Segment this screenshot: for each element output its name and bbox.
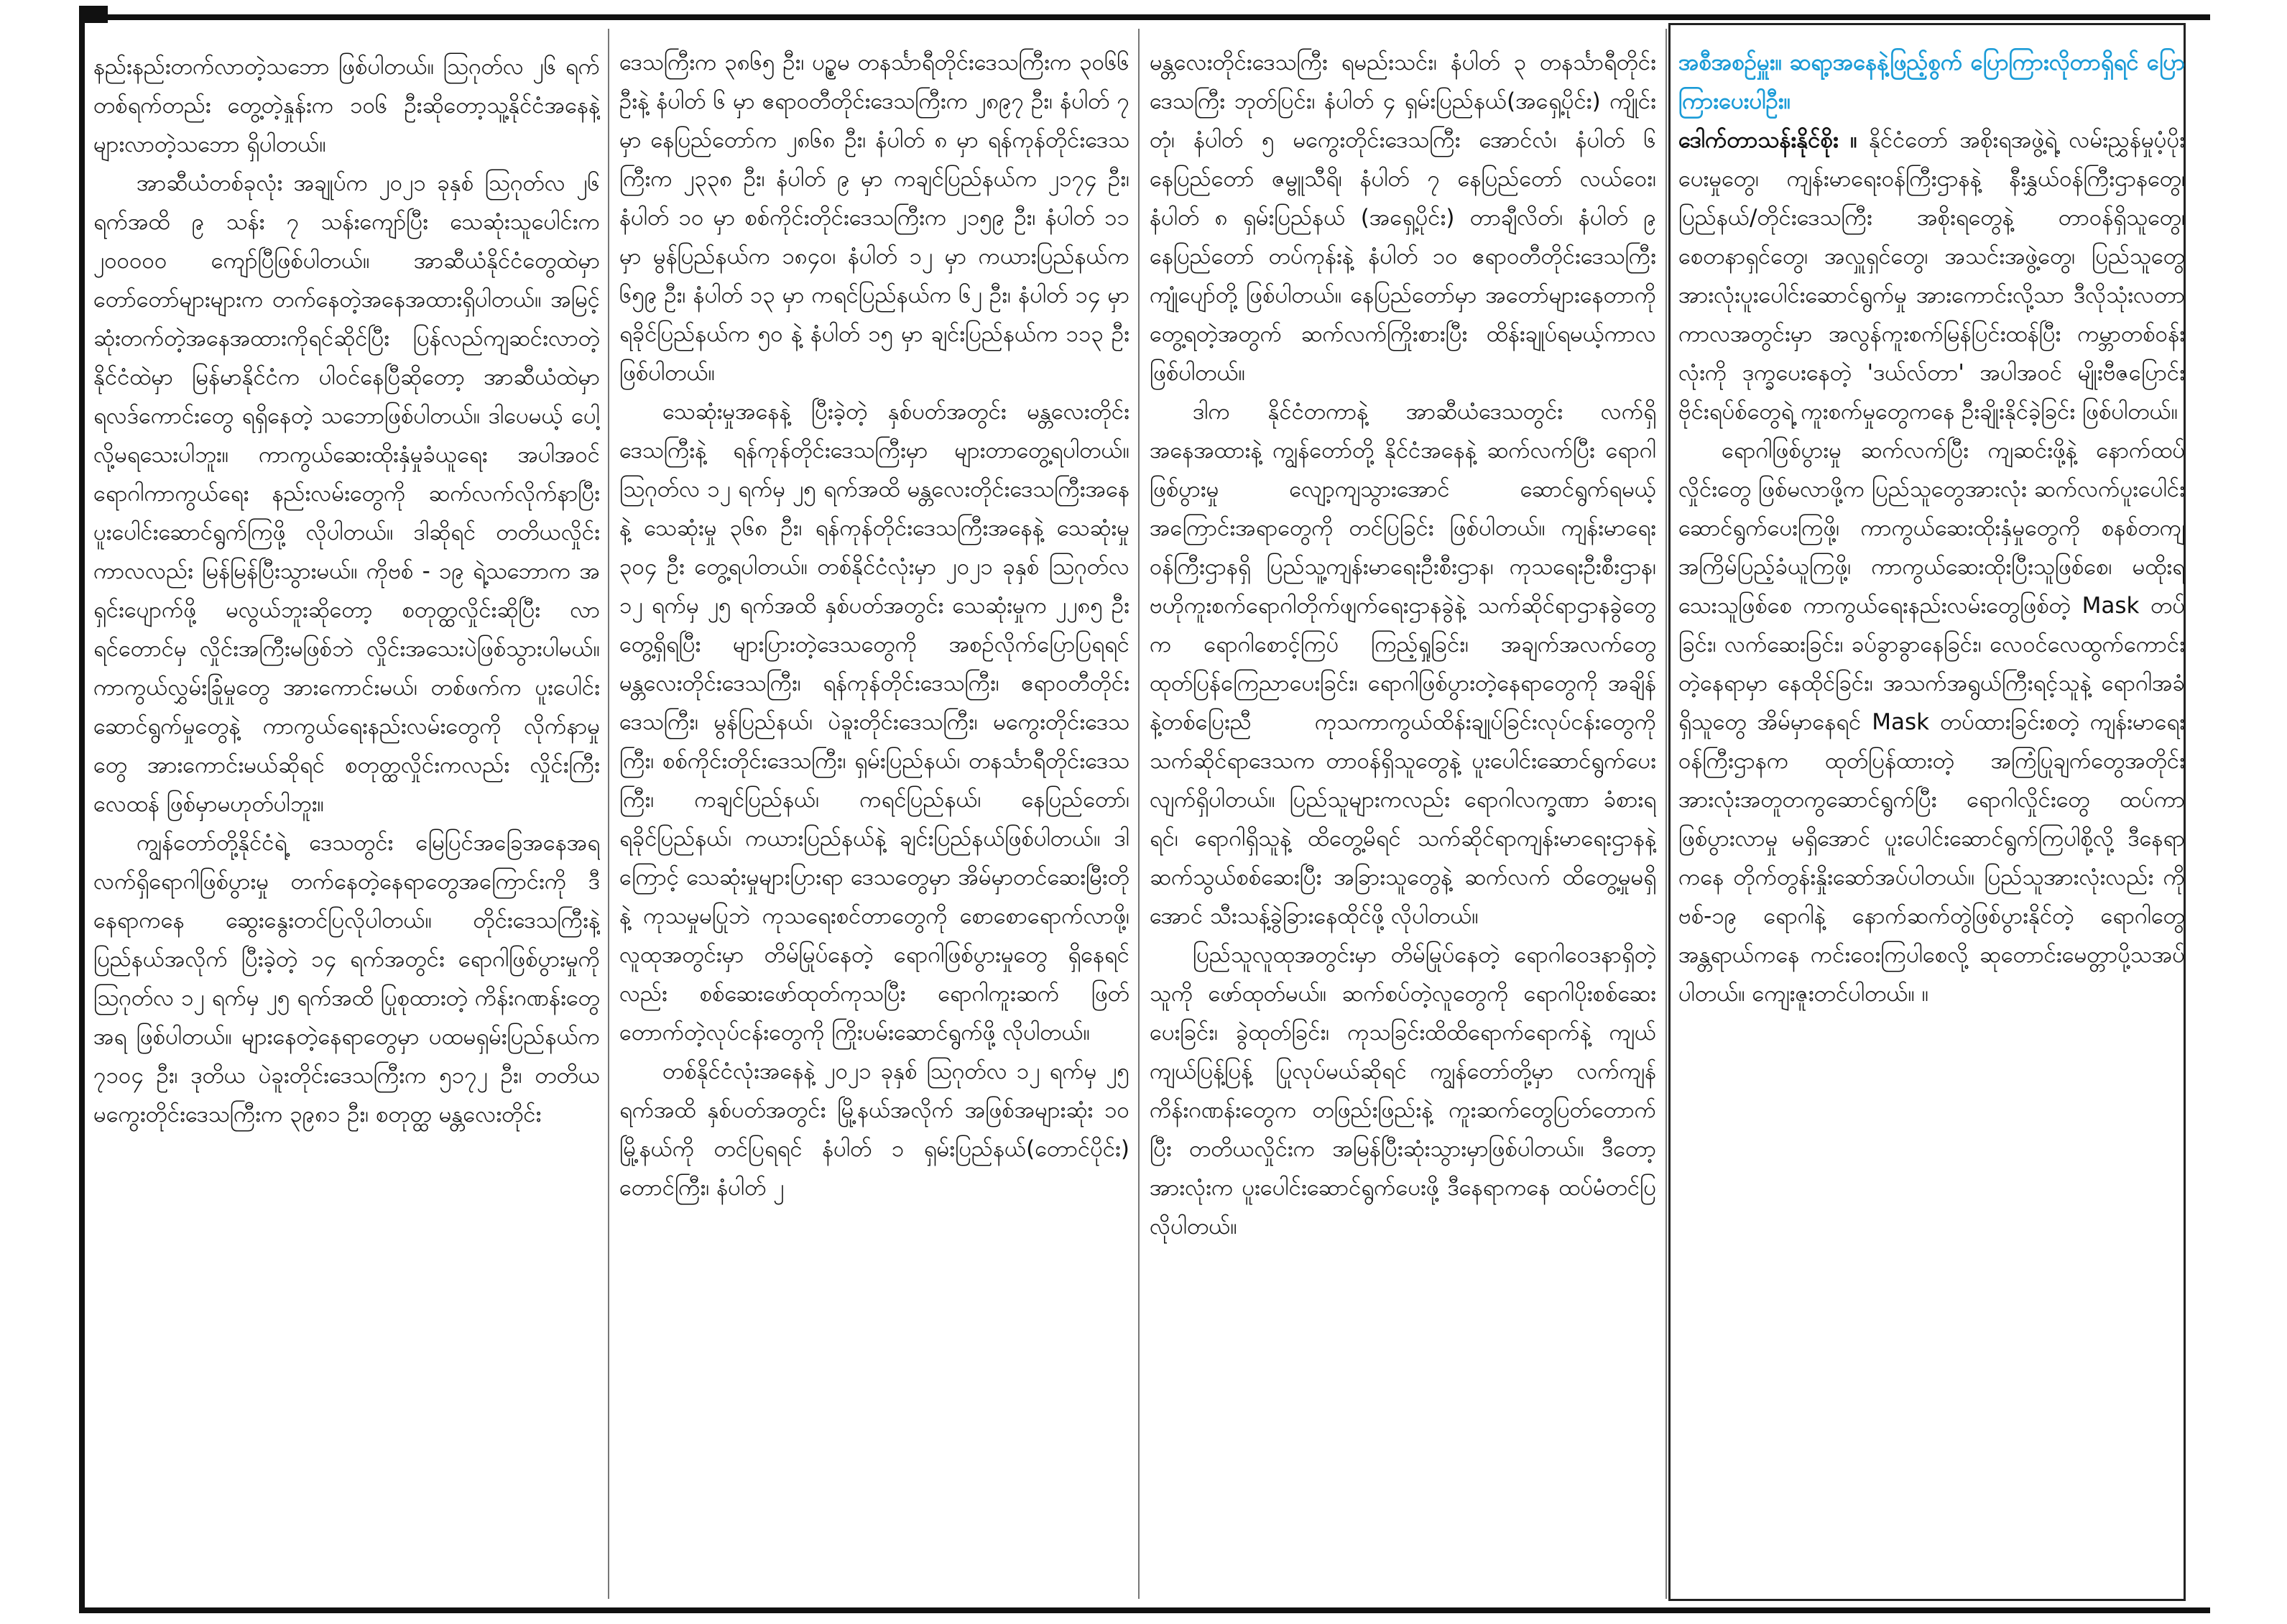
column-2-paragraph-1: ဒေသကြီးက ၃၈၆၅ ဦး၊ ပဉ္စမ တနင်္သာရီတိုင်းဒေသကြီးက ၃၀၆၆ ဦးနဲ့ နံပါတ် ၆ မှာ ဧရာဝတီတိုင်းဒေသကြီးက ၂၈၉၇ ဦး၊ နံပါတ် ၇ မှာ နေပြည်တော်က ၂၈၆၈ ဦး၊ နံပါတ် ၈ မှာ ရန်ကုန်တိုင်းဒေသကြီးက ၂၃၃၈ ဦး၊ နံပါတ် ၉ မှာ ကချင်ပြည်နယ်က ၂၁၇၄ ဦး၊ နံပါတ် ၁၀ မှာ စစ်ကိုင်းတိုင်းဒေသကြီးက ၂၁၅၉ ဦး၊ နံပါတ် ၁၁ မှာ မွန်ပြည်နယ်က ၁၈၄၀၊ နံပါတ် ၁၂ မှာ ကယားပြည်နယ်က ၆၅၉ ဦး၊ နံပါတ် ၁၃ မှာ ကရင်ပြည်နယ်က ၆၂ ဦး၊ နံပါတ် ၁၄ မှာ ရခိုင်ပြည်နယ်က ၅၀ နဲ့ နံပါတ် ၁၅ မှာ ချင်းပြည်နယ်က ၁၁၃ ဦး ဖြစ်ပါတယ်။: [619, 50, 1129, 386]
column-1: [93, 43, 600, 1595]
column-divider-2: [1138, 29, 1140, 1599]
answer-paragraph-2: [1678, 431, 2185, 1013]
column-3-paragraph-1: မန္တလေးတိုင်းဒေသကြီး ရမည်းသင်း၊ နံပါတ် ၃ တနင်္သာရီတိုင်းဒေသကြီး ဘုတ်ပြင်း၊ နံပါတ် ၄ ရှမ်းပြည်နယ်(အရှေ့ပိုင်း) ကျိုင်းတုံ၊ နံပါတ် ၅ မကွေးတိုင်းဒေသကြီး အောင်လံ၊ နံပါတ် ၆ နေပြည်တော် ဇမ္ဗူသီရိ၊ နံပါတ် ၇ နေပြည်တော် လယ်ဝေး၊ နံပါတ် ၈ ရှမ်းပြည်နယ် (အရှေ့ပိုင်း) တာချီလိတ်၊ နံပါတ် ၉ နေပြည်တော် တပ်ကုန်းနဲ့ နံပါတ် ၁၀ ဧရာဝတီတိုင်းဒေသကြီး ကျုံပျော်တို့ ဖြစ်ပါတယ်။ နေပြည်တော်မှာ အတော်များနေတာကို တွေ့ရတဲ့အတွက် ဆက်လက်ကြိုးစားပြီး ထိန်းချုပ်ရမယ့်ကာလ ဖြစ်ပါတယ်။: [1150, 50, 1656, 386]
column-divider-3: [1665, 29, 1667, 1599]
interviewer-question: [1678, 43, 2185, 121]
end-mark: ။: [1921, 981, 1929, 1007]
column-1-paragraph-2: ကျွန်တော်တို့နိုင်ငံရဲ့ ဒေသတွင်း မြေပြင်အခြေအနေအရ လက်ရှိရောဂါဖြစ်ပွားမှု တက်နေတဲ့နေရာတွေအကြောင်းကို ဒီနေရာကနေ ဆွေးနွေးတင်ပြလိုပါတယ်။ တိုင်းဒေသကြီးနဲ့ ပြည်နယ်အလိုက် ပြီးခဲ့တဲ့ ၁၄ ရက်အတွင်း ရောဂါဖြစ်ပွားမှုကို ဩဂုတ်လ ၁၂ ရက်မှ ၂၅ ရက်အထိ ပြုစုထားတဲ့ ကိန်းဂဏန်းတွေအရ ဖြစ်ပါတယ်။ များနေတဲ့နေရာတွေမှာ ပထမရှမ်းပြည်နယ်က ၇၁၀၄ ဦး၊ ဒုတိယ ပဲခူးတိုင်းဒေသကြီးက ၅၁၇၂ ဦး၊ တတိယ မကွေးတိုင်းဒေသကြီးက ၃၉၈၁ ဦး၊ စတုတ္ထ မန္တလေးတိုင်း: [93, 830, 600, 1127]
column-divider-1: [608, 29, 609, 1599]
column-2: [619, 43, 1129, 1595]
column-3: [1150, 43, 1656, 1595]
column-3-paragraph-2: ဒါက နိုင်ငံတကာနဲ့ အာဆီယံဒေသတွင်း လက်ရှိအနေအထားနဲ့ ကျွန်တော်တို့ နိုင်ငံအနေနဲ့ ဆက်လက်ပြီး ရောဂါဖြစ်ပွားမှု လျော့ကျသွားအောင် ဆောင်ရွက်ရမယ့် အကြောင်းအရာတွေကို တင်ပြခြင်း ဖြစ်ပါတယ်။ ကျန်းမာရေးဝန်ကြီးဌာနရှိ ပြည်သူ့ကျန်းမာရေးဦးစီးဌာန၊ ကုသရေးဦးစီးဌာန၊ ဗဟိုကူးစက်ရောဂါတိုက်ဖျက်ရေးဌာနခွဲနဲ့ သက်ဆိုင်ရာဌာနခွဲတွေက ရောဂါစောင့်ကြပ် ကြည့်ရှုခြင်း၊ အချက်အလက်တွေ ထုတ်ပြန်ကြေညာပေးခြင်း၊ ရောဂါဖြစ်ပွားတဲ့နေရာတွေကို အချိန်နဲ့တစ်ပြေးညီ ကုသကာကွယ်ထိန်းချုပ်ခြင်းလုပ်ငန်းတွေကို သက်ဆိုင်ရာဒေသက တာဝန်ရှိသူတွေနဲ့ ပူးပေါင်းဆောင်ရွက်ပေးလျက်ရှိပါတယ်။ ပြည်သူများကလည်း ရောဂါလက္ခဏာ ခံစားရရင်၊ ရောဂါရှိသူနဲ့ ထိတွေ့မိရင် သက်ဆိုင်ရာကျန်းမာရေးဌာနနဲ့ ဆက်သွယ်စစ်ဆေးပြီး အခြားသူတွေနဲ့ ဆက်လက် ထိတွေ့မှုမရှိအောင် သီးသန့်ခွဲခြားနေထိုင်ဖို့ လိုပါတယ်။: [1150, 399, 1656, 929]
column-2-paragraph-3: တစ်နိုင်ငံလုံးအနေနဲ့ ၂၀၂၁ ခုနှစ် ဩဂုတ်လ ၁၂ ရက်မှ ၂၅ ရက်အထိ နှစ်ပတ်အတွင်း မြို့နယ်အလိုက် အဖြစ်အများဆုံး ၁၀ မြို့နယ်ကို တင်ပြရရင် နံပါတ် ၁ ရှမ်းပြည်နယ်(တောင်ပိုင်း) တောင်ကြီး၊ နံပါတ် ၂: [619, 1058, 1129, 1201]
answer-paragraph-1: [1678, 121, 2185, 431]
column-1-fragment: နည်းနည်းတက်လာတဲ့သဘော ဖြစ်ပါတယ်။ ဩဂုတ်လ ၂၆ ရက် တစ်ရက်တည်း တွေ့တဲ့နှုန်းက ၁၀၆ ဦးဆိုတော့သူ့နိုင်ငံအနေနဲ့ များလာတဲ့သဘော ရှိပါတယ်။: [93, 54, 600, 157]
answer-paragraph-2-text: ရောဂါဖြစ်ပွားမှု ဆက်လက်ပြီး ကျဆင်းဖို့နဲ့ နောက်ထပ်လှိုင်းတွေ ဖြစ်မလာဖို့က ပြည်သူတွေအားလုံး ဆက်လက်ပူးပေါင်းဆောင်ရွက်ပေးကြဖို့၊ ကာကွယ်ဆေးထိုးနှံမှုတွေကို စနစ်တကျအကြိမ်ပြည့်ခံယူကြဖို့၊ ကာကွယ်ဆေးထိုးပြီးသူဖြစ်စေ၊ မထိုးရသေးသူဖြစ်စေ ကာကွယ်ရေးနည်းလမ်းတွေဖြစ်တဲ့ Mask တပ်ခြင်း၊ လက်ဆေးခြင်း၊ ခပ်ခွာခွာနေခြင်း၊ လေဝင်လေထွက်ကောင်းတဲ့နေရာမှာ နေထိုင်ခြင်း၊ အသက်အရွယ်ကြီးရင့်သူနဲ့ ရောဂါအခံရှိသူတွေ အိမ်မှာနေရင် Mask တပ်ထားခြင်းစတဲ့ ကျန်းမာရေးဝန်ကြီးဌာနက ထုတ်ပြန်ထားတဲ့ အကြံပြုချက်တွေအတိုင်း အားလုံးအတူတကွဆောင်ရွက်ပြီး ရောဂါလှိုင်းတွေ ထပ်ကာဖြစ်ပွားလာမှု မရှိအောင် ပူးပေါင်းဆောင်ရွက်ကြပါစို့လို့ ဒီနေရာကနေ တိုက်တွန်းနှိုးဆော်အပ်ပါတယ်။ ပြည်သူအားလုံးလည်း ကိုဗစ်-၁၉ ရောဂါနဲ့ နောက်ဆက်တွဲဖြစ်ပွားနိုင်တဲ့ ရောဂါတွေအန္တရာယ်ကနေ ကင်းဝေးကြပါစေလို့ ဆုတောင်းမေတ္တာပို့သအပ်ပါတယ်။ ကျေးဇူးတင်ပါတယ်။: [1678, 438, 2185, 1007]
column-3-paragraph-3: ပြည်သူလူထုအတွင်းမှာ တိမ်မြုပ်နေတဲ့ ရောဂါဝေဒနာရှိတဲ့သူကို ဖော်ထုတ်မယ်။ ဆက်စပ်တဲ့လူတွေကို ရောဂါပိုးစစ်ဆေးပေးခြင်း၊ ခွဲထုတ်ခြင်း၊ ကုသခြင်းထိထိရောက်ရောက်နဲ့ ကျယ်ကျယ်ပြန့်ပြန့် ပြုလုပ်မယ်ဆိုရင် ကျွန်တော်တို့မှာ လက်ကျန်ကိန်းဂဏန်းတွေက တဖြည်းဖြည်းနဲ့ ကူးဆက်တွေပြတ်တောက်ပြီး တတိယလှိုင်းက အမြန်ပြီးဆုံးသွားမှာဖြစ်ပါတယ်။ ဒီတော့အားလုံးက ပူးပေါင်းဆောင်ရွက်ပေးဖို့ ဒီနေရာကနေ ထပ်မံတင်ပြလိုပါတယ်။: [1150, 942, 1656, 1240]
speaker-name: ဒေါက်တာသန်းနိုင်စိုး: [1678, 127, 1839, 153]
interviewer-question-text: ဆရာ့အနေနဲ့ဖြည့်စွက် ပြောကြားလိုတာရှိရင် ပြောကြားပေးပါဦး။: [1678, 50, 2185, 114]
speaker-separator: ။: [1850, 127, 1857, 153]
column-2-paragraph-2: သေဆုံးမှုအနေနဲ့ ပြီးခဲ့တဲ့ နှစ်ပတ်အတွင်း မန္တလေးတိုင်းဒေသကြီးနဲ့ ရန်ကုန်တိုင်းဒေသကြီးမှာ များတာတွေ့ရပါတယ်။ ဩဂုတ်လ ၁၂ ရက်မှ ၂၅ ရက်အထိ မန္တလေးတိုင်းဒေသကြီးအနေနဲ့ သေဆုံးမှု ၃၆၈ ဦး၊ ရန်ကုန်တိုင်းဒေသကြီးအနေနဲ့ သေဆုံးမှု ၃၀၄ ဦး တွေ့ရပါတယ်။ တစ်နိုင်ငံလုံးမှာ ၂၀၂၁ ခုနှစ် ဩဂုတ်လ ၁၂ ရက်မှ ၂၅ ရက်အထိ နှစ်ပတ်အတွင်း သေဆုံးမှုက ၂၂၈၅ ဦး တွေ့ရှိရပြီး များပြားတဲ့ဒေသတွေကို အစဉ်လိုက်ပြောပြရရင် မန္တလေးတိုင်းဒေသကြီး၊ ရန်ကုန်တိုင်းဒေသကြီး၊ ဧရာဝတီတိုင်းဒေသကြီး၊ မွန်ပြည်နယ်၊ ပဲခူးတိုင်းဒေသကြီး၊ မကွေးတိုင်းဒေသကြီး၊ စစ်ကိုင်းတိုင်းဒေသကြီး၊ ရှမ်းပြည်နယ်၊ တနင်္သာရီတိုင်းဒေသကြီး၊ ကချင်ပြည်နယ်၊ ကရင်ပြည်နယ်၊ နေပြည်တော်၊ ရခိုင်ပြည်နယ်၊ ကယားပြည်နယ်နဲ့ ချင်းပြည်နယ်ဖြစ်ပါတယ်။ ဒါကြောင့် သေဆုံးမှုများပြားရာ ဒေသတွေမှာ အိမ်မှာတင်ဆေးမြီးတိုနဲ့ ကုသမှုမပြုဘဲ ကုသရေးစင်တာတွေကို စောစောရောက်လာဖို့၊ လူထုအတွင်းမှာ တိမ်မြုပ်နေတဲ့ ရောဂါဖြစ်ပွားမှုတွေ ရှိနေရင်လည်း စစ်ဆေးဖော်ထုတ်ကုသပြီး ရောဂါကူးဆက် ဖြတ်တောက်တဲ့လုပ်ငန်းတွေကို ကြိုးပမ်းဆောင်ရွက်ဖို့ လိုပါတယ်။: [619, 399, 1129, 1046]
column-4: [1678, 43, 2185, 1595]
interviewer-label: အစီအစဉ်မှူး။: [1678, 50, 1782, 75]
frame-corner-mark: [79, 6, 108, 23]
answer-paragraph-1-text: နိုင်ငံတော် အစိုးရအဖွဲ့ရဲ့ လမ်းညွှန်မှုပံ့ပိုးပေးမှုတွေ၊ ကျန်းမာရေးဝန်ကြီးဌာနနဲ့ နီးနွှယ်ဝန်ကြီးဌာနတွေ၊ ပြည်နယ်/တိုင်းဒေသကြီး အစိုးရတွေနဲ့ တာဝန်ရှိသူတွေ၊ စေတနာရှင်တွေ၊ အလှူရှင်တွေ၊ အသင်းအဖွဲ့တွေ၊ ပြည်သူတွေအားလုံးပူးပေါင်းဆောင်ရွက်မှု အားကောင်းလို့သာ ဒီလိုသုံးလတာကာလအတွင်းမှာ အလွန်ကူးစက်မြန်ပြင်းထန်ပြီး ကမ္ဘာတစ်ဝန်းလုံးကို ဒုက္ခပေးနေတဲ့ 'ဒယ်လ်တာ' အပါအဝင် မျိုးဗီဇပြောင်း ဗိုင်းရပ်စ်တွေရဲ့ ကူးစက်မှုတွေကနေ ဦးချိုးနိုင်ခဲ့ခြင်း ဖြစ်ပါတယ်။: [1678, 127, 2185, 425]
column-1-paragraph-1: အာဆီယံတစ်ခုလုံး အချုပ်က ၂၀၂၁ ခုနှစ် ဩဂုတ်လ ၂၆ ရက်အထိ ၉ သန်း ၇ သန်းကျော်ပြီး သေဆုံးသူပေါင်းက ၂၀၀၀၀၀ ကျော်ပြီဖြစ်ပါတယ်။ အာဆီယံနိုင်ငံတွေထဲမှာ တော်တော်များများက တက်နေတဲ့အနေအထားရှိပါတယ်။ အမြင့်ဆုံးတက်တဲ့အနေအထားကိုရင်ဆိုင်ပြီး ပြန်လည်ကျဆင်းလာတဲ့နိုင်ငံထဲမှာ မြန်မာနိုင်ငံက ပါဝင်နေပြီဆိုတော့ အာဆီယံထဲမှာ ရလဒ်ကောင်းတွေ ရရှိနေတဲ့ သဘောဖြစ်ပါတယ်။ ဒါပေမယ့် ပေါ့လို့မရသေးပါဘူး။ ကာကွယ်ဆေးထိုးနှံမှုခံယူရေး အပါအဝင် ရောဂါကာကွယ်ရေး နည်းလမ်းတွေကို ဆက်လက်လိုက်နာပြီး ပူးပေါင်းဆောင်ရွက်ကြဖို့ လိုပါတယ်။ ဒါဆိုရင် တတိယလှိုင်းကာလလည်း မြန်မြန်ပြီးသွားမယ်။ ကိုဗစ် - ၁၉ ရဲ့သဘောက အရှင်းပျောက်ဖို့ မလွယ်ဘူးဆိုတော့ စတုတ္ထလှိုင်းဆိုပြီး လာရင်တောင်မှ လှိုင်းအကြီးမဖြစ်ဘဲ လှိုင်းအသေးပဲဖြစ်သွားပါမယ်။ ကာကွယ်လွှမ်းခြုံမှုတွေ အားကောင်းမယ်၊ တစ်ဖက်က ပူးပေါင်းဆောင်ရွက်မှုတွေနဲ့ ကာကွယ်ရေးနည်းလမ်းတွေကို လိုက်နာမှုတွေ အားကောင်းမယ်ဆိုရင် စတုတ္ထလှိုင်းကလည်း လှိုင်းကြီးလေထန် ဖြစ်မှာမဟုတ်ပါဘူး။: [93, 170, 600, 817]
